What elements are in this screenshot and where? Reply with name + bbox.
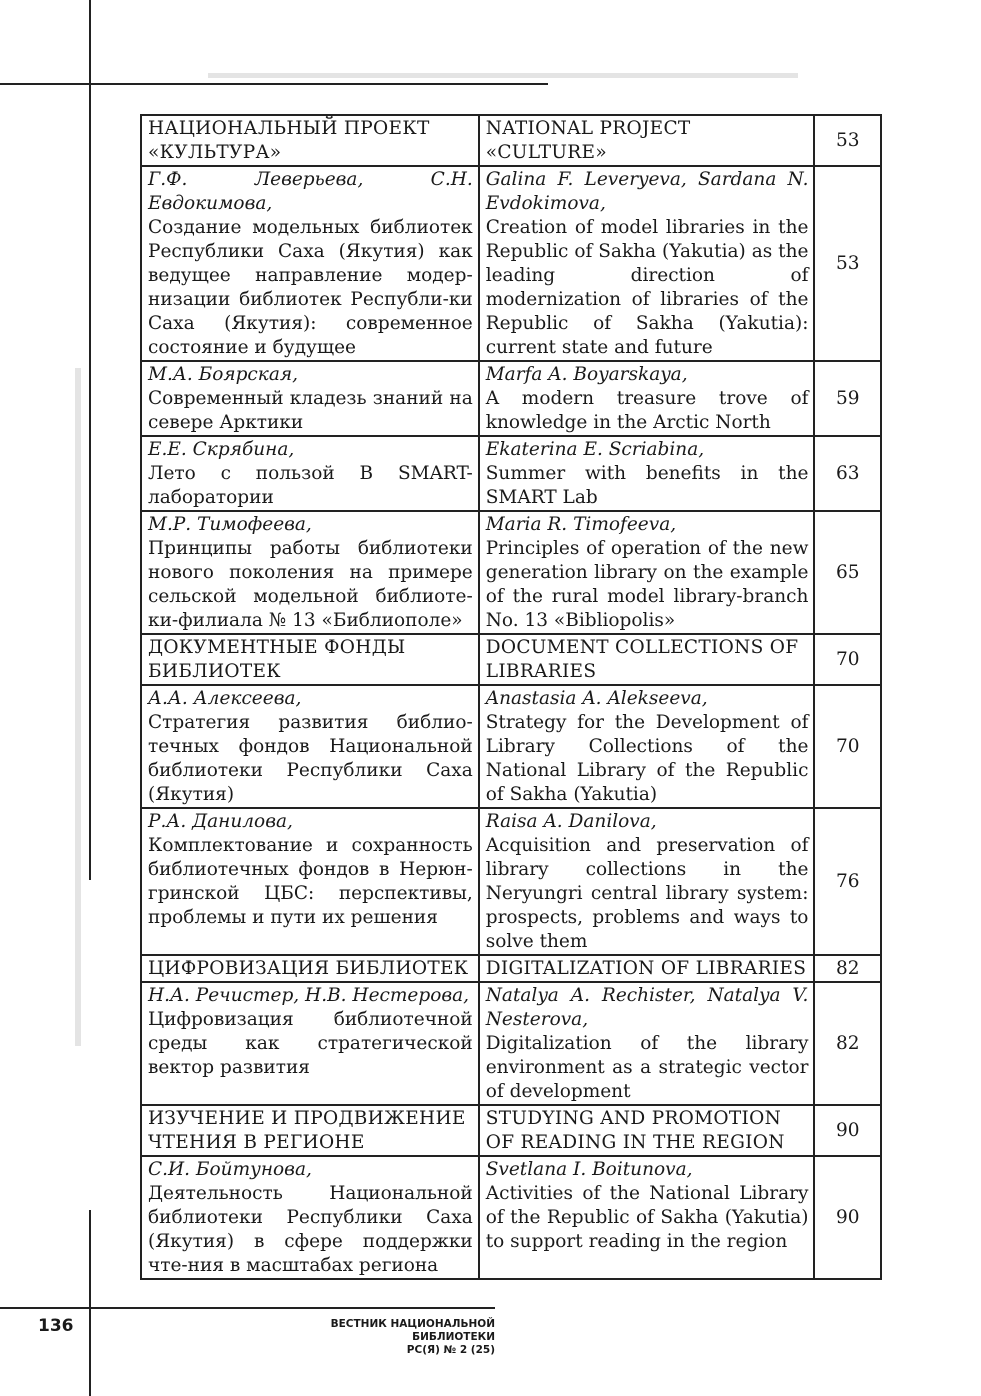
article-title-en: A modern treasure trove of knowledge in the Arctic North (485, 388, 809, 433)
article-author-en: Galina F. Leveryeva, Sardana N. Evdokimova, (485, 169, 809, 214)
article-author-en: Maria R. Timofeeva, (485, 514, 677, 535)
article-title-ru: Принципы работы библиотеки нового поколения на примере сельской модельной библиоте-ки-филиала № 13 «Библиополе» (148, 538, 473, 631)
page-number-cell: 70 (814, 685, 881, 808)
page-number-cell: 90 (814, 1105, 881, 1156)
section-title-en: DOCUMENT COLLECTIONS OF LIBRARIES (479, 634, 815, 685)
toc-article-row (141, 436, 881, 511)
article-cell-en (479, 511, 815, 634)
article-title-en: Activities of the National Library of the Republic of Sakha (Yakutia) to support reading in the region (485, 1183, 809, 1252)
table-of-contents (140, 114, 882, 1280)
section-title-en: DIGITALIZATION OF LIBRARIES (479, 955, 815, 982)
top-rule (0, 83, 548, 85)
footer-page-number: 136 (38, 1316, 74, 1336)
footer-journal-line: БИБЛИОТЕКИ (412, 1331, 495, 1343)
article-author-en: Svetlana I. Boitunova, (485, 1159, 693, 1180)
article-author-ru: М.А. Боярская, (148, 364, 298, 385)
article-cell-ru (141, 166, 479, 361)
page-number-cell: 59 (814, 361, 881, 436)
article-author-ru: Е.Е. Скрябина, (148, 439, 295, 460)
article-title-en: Acquisition and preservation of library collections in the Neryungri central library system: prospects, problems and ways to solve them (485, 835, 809, 952)
toc-article-row (141, 982, 881, 1105)
article-title-ru: Цифровизация библиотечной среды как стратегической вектор развития (148, 1009, 473, 1078)
bottom-rule (0, 1307, 495, 1309)
page-number-cell: 82 (814, 982, 881, 1105)
section-title-en: NATIONAL PROJECT «CULTURE» (479, 115, 815, 166)
toc-article-row (141, 1156, 881, 1279)
article-cell-ru (141, 511, 479, 634)
article-author-ru: М.Р. Тимофеева, (148, 514, 312, 535)
page-number-cell: 53 (814, 115, 881, 166)
page-number-cell: 70 (814, 634, 881, 685)
article-cell-en (479, 982, 815, 1105)
article-author-en: Natalya A. Rechister, Natalya V. Nesterova, (485, 985, 809, 1030)
article-author-ru: А.А. Алексеева, (148, 688, 302, 709)
article-author-en: Anastasia A. Alekseeva, (485, 688, 708, 709)
toc-article-row (141, 685, 881, 808)
article-author-en: Raisa A. Danilova, (485, 811, 657, 832)
toc-article-row (141, 361, 881, 436)
page-number-cell: 63 (814, 436, 881, 511)
top-gray-band (208, 73, 798, 78)
page-number-cell: 53 (814, 166, 881, 361)
article-cell-ru (141, 982, 479, 1105)
article-author-ru: Г.Ф. Леверьева, С.Н. Евдокимова, (148, 169, 473, 214)
section-title-en: STUDYING AND PROMOTION OF READING IN THE REGION (479, 1105, 815, 1156)
page-number-cell: 65 (814, 511, 881, 634)
toc-section-row (141, 955, 881, 982)
article-cell-ru (141, 808, 479, 955)
page-number-cell: 90 (814, 1156, 881, 1279)
toc-article-row (141, 808, 881, 955)
article-cell-en (479, 685, 815, 808)
article-author-ru: Р.А. Данилова, (148, 811, 293, 832)
article-title-en: Summer with benefits in the SMART Lab (485, 463, 809, 508)
article-cell-en (479, 808, 815, 955)
article-author-en: Marfa A. Boyarskaya, (485, 364, 688, 385)
article-title-ru: Стратегия развития библио-течных фондов Национальной библиотеки Республики Саха (Якутия) (148, 712, 473, 805)
article-title-en: Strategy for the Development of Library Collections of the National Library of the Republic of Sakha (Yakutia) (485, 712, 809, 805)
toc-section-row (141, 1105, 881, 1156)
article-author-ru: Н.А. Речистер, Н.В. Нестерова, (148, 985, 470, 1006)
toc-article-row (141, 511, 881, 634)
footer-journal-line: ВЕСТНИК НАЦИОНАЛЬНОЙ (330, 1318, 495, 1330)
article-cell-en (479, 361, 815, 436)
article-title-ru: Лето с пользой В SMART-лаборатории (148, 463, 473, 508)
article-cell-ru (141, 361, 479, 436)
article-cell-en (479, 1156, 815, 1279)
toc-section-row (141, 634, 881, 685)
article-author-en: Ekaterina E. Scriabina, (485, 439, 705, 460)
section-title-ru: НАЦИОНАЛЬНЫЙ ПРОЕКТ «КУЛЬТУРА» (141, 115, 479, 166)
article-cell-en (479, 166, 815, 361)
article-title-ru: Создание модельных библиотек Республики Саха (Якутия) как ведущее направление модер-низации библиотек Республи-ки Саха (Якутия): современное состояние и будущее (148, 217, 473, 358)
article-title-en: Digitalization of the library environment as a strategic vector of development (485, 1033, 809, 1102)
toc-section-row (141, 115, 881, 166)
article-title-ru: Деятельность Национальной библиотеки Республики Саха (Якутия) в сфере поддержки чте-ния в масштабах региона (148, 1183, 473, 1276)
page-number-cell: 82 (814, 955, 881, 982)
article-title-ru: Комплектование и сохранность библиотечных фондов в Нерюн-гринской ЦБС: перспективы, проблемы и пути их решения (148, 835, 473, 928)
article-title-ru: Современный кладезь знаний на севере Арктики (148, 388, 473, 433)
left-margin-rule-gap (88, 880, 92, 1210)
section-title-ru: ИЗУЧЕНИЕ И ПРОДВИЖЕНИЕ ЧТЕНИЯ В РЕГИОНЕ (141, 1105, 479, 1156)
section-title-ru: ДОКУМЕНТНЫЕ ФОНДЫ БИБЛИОТЕК (141, 634, 479, 685)
footer-journal-line: РС(Я) № 2 (25) (406, 1344, 495, 1356)
article-cell-ru (141, 1156, 479, 1279)
article-cell-ru (141, 685, 479, 808)
article-author-ru: С.И. Бойтунова, (148, 1159, 312, 1180)
article-title-en: Creation of model libraries in the Republic of Sakha (Yakutia) as the leading direction of modernization of libraries of the Republic of Sakha (Yakutia): current state and future (485, 217, 809, 358)
section-title-ru: ЦИФРОВИЗАЦИЯ БИБЛИОТЕК (141, 955, 479, 982)
side-gray-band (75, 368, 81, 1046)
article-cell-en (479, 436, 815, 511)
article-title-en: Principles of operation of the new generation library on the example of the rural model library-branch No. 13 «Bibliopolis» (485, 538, 809, 631)
footer-journal-title (300, 1318, 495, 1357)
toc-article-row (141, 166, 881, 361)
page-number-cell: 76 (814, 808, 881, 955)
article-cell-ru (141, 436, 479, 511)
